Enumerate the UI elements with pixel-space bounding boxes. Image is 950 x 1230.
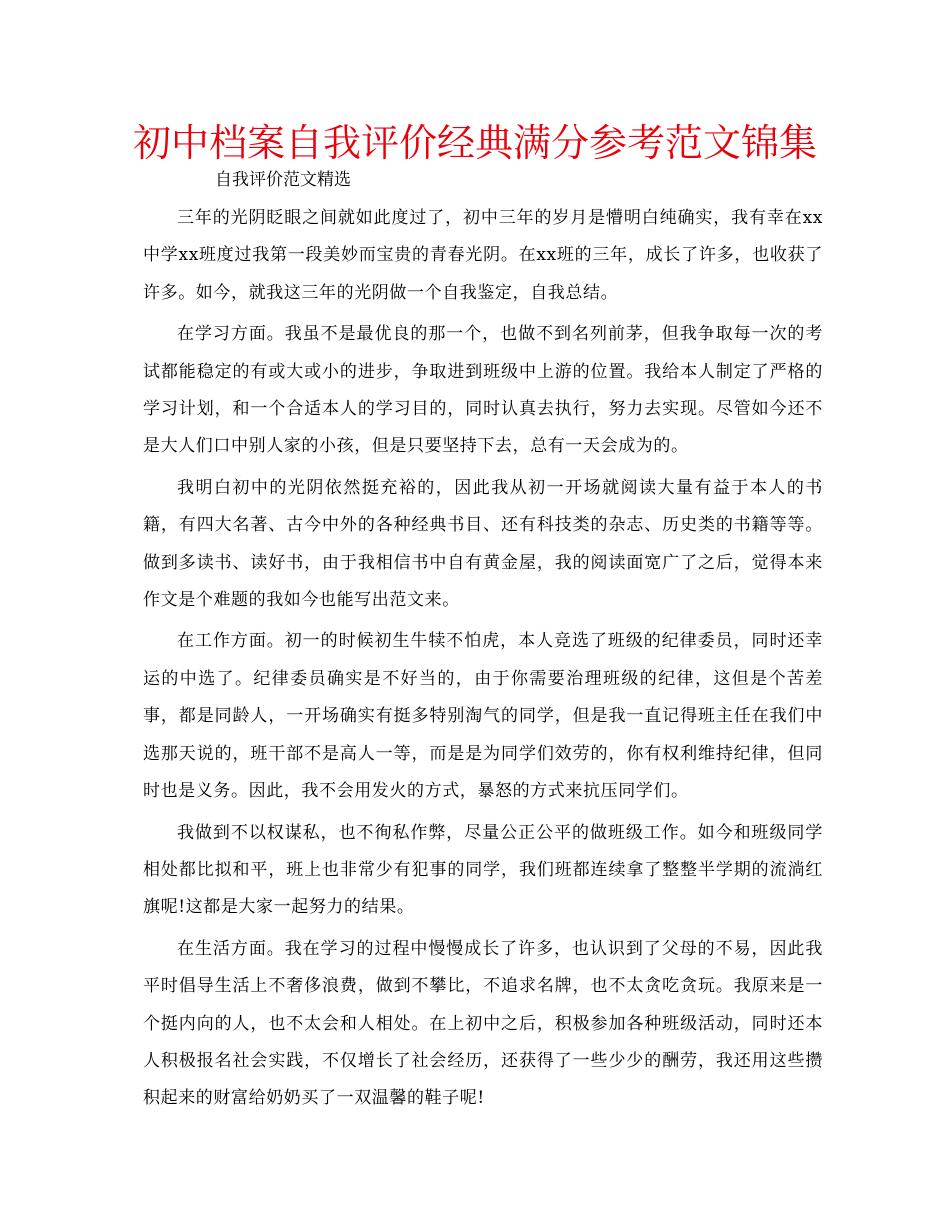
paragraph-life: 在生活方面。我在学习的过程中慢慢成长了许多，也认识到了父母的不易，因此我平时倡导生活上不奢侈浪费，做到不攀比，不追求名牌，也不太贪吃贪玩。我原来是一个挺内向的人，也不太会和人相处。在上初中之后，积极参加各种班级活动，同时还本人积极报名社会实践，不仅增长了社会经历，还获得了一些少少的酬劳，我还用这些攒积起来的财富给奶奶买了一双温馨的鞋子呢! <box>143 938 823 1109</box>
paragraph-reading: 我明白初中的光阴依然挺充裕的，因此我从初一开场就阅读大量有益于本人的书籍，有四大名著、古今中外的各种经典书目、还有科技类的杂志、历史类的书籍等等。做到多读书、读好书，由于我相信书中自有黄金屋，我的阅读面宽广了之后，觉得本来作文是个难题的我如今也能写出范文来。 <box>143 477 823 611</box>
document-subtitle: 自我评价范文精选 <box>215 170 351 190</box>
paragraph-study: 在学习方面。我虽不是最优良的那一个，也做不到名列前茅，但我争取每一次的考试都能稳定的有或大或小的进步，争取进到班级中上游的位置。我给本人制定了严格的学习计划，和一个合适本人的学习目的，同时认真去执行，努力去实现。尽管如今还不是大人们口中别人家的小孩，但是只要坚持下去，总有一天会成为的。 <box>143 324 823 457</box>
document-title: 初中档案自我评价经典满分参考范文锦集 <box>132 121 817 165</box>
paragraph-fairness: 我做到不以权谋私，也不徇私作弊，尽量公正公平的做班级工作。如今和班级同学相处都比拟和平，班上也非常少有犯事的同学，我们班都连续拿了整整半学期的流淌红旗呢!这都是大家一起努力的结果。 <box>143 822 823 918</box>
document-body <box>143 200 823 1122</box>
paragraph-work: 在工作方面。初一的时候初生牛犊不怕虎，本人竞选了班级的纪律委员，同时还幸运的中选了。纪律委员确实是不好当的，由于你需要治理班级的纪律，这但是个苦差事，都是同龄人，一开场确实有挺多特别淘气的同学，但是我一直记得班主任在我们中选那天说的，班干部不是高人一等，而是是为同学们效劳的，你有权利维持纪律，但同时也是义务。因此，我不会用发火的方式，暴怒的方式来抗压同学们。 <box>143 631 823 802</box>
paragraph-intro: 三年的光阴眨眼之间就如此度过了，初中三年的岁月是懵明白纯确实，我有幸在xx中学xx班度过我第一段美妙而宝贵的青春光阴。在xx班的三年，成长了许多，也收获了许多。如今，就我这三年的光阴做一个自我鉴定，自我总结。 <box>143 208 823 303</box>
